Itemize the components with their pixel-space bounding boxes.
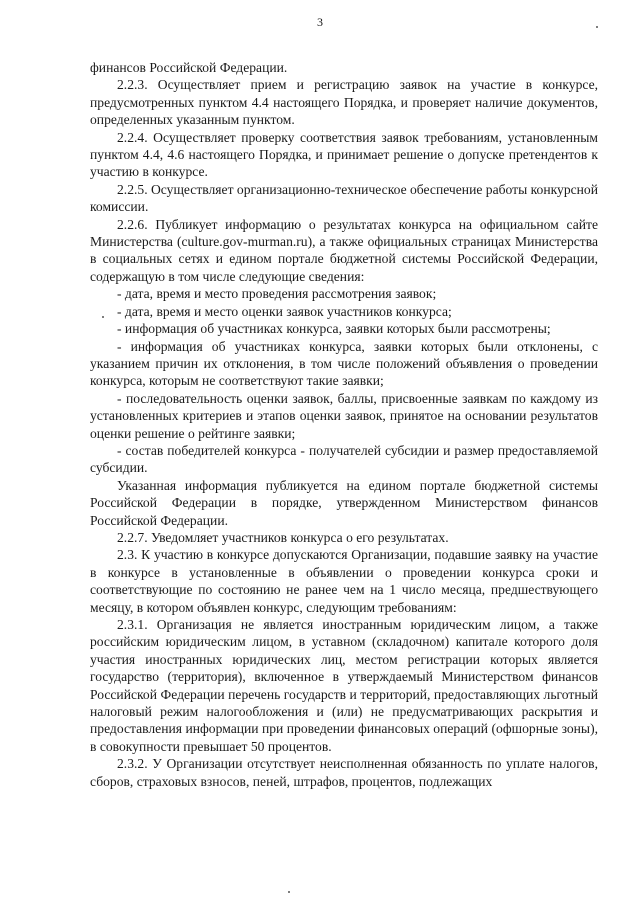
paragraph-2-3-1: 2.3.1. Организация не является иностранным юридическим лицом, а также российским юридическим лицом, в уставном (складочном) капитале которого доля участия иностранных юридических лиц, местом регистрации которых является государство (территория), включенное в утверждаемый Министерством финансов Российской Федерации перечень государств и территорий, предоставляющих льготный налоговый режим налогообложения и (или) не предусматривающих раскрытия и предоставления информации при проведении финансовых операций (офшорные зоны), в совокупности превышает 50 процентов. — [90, 617, 598, 754]
scan-speck — [102, 316, 104, 318]
list-item-rejected-participants: - информация об участниках конкурса, заявки которых были отклонены, с указанием причин их отклонения, в том числе положений объявления о проведении конкурса, которым не соответствуют такие заявки; — [90, 338, 598, 389]
list-item-evaluation-date: - дата, время и место оценки заявок участников конкурса; — [117, 303, 452, 319]
scan-speck — [596, 26, 598, 28]
paragraph-continuation: финансов Российской Федерации. — [90, 60, 288, 75]
paragraph-2-3: 2.3. К участию в конкурсе допускаются Организации, подавшие заявку на участие в конкурсе в установленные в объявлении о проведении конкурса сроки и соответствующие по состоянию не ранее чем на 1 число месяца, предшествующего месяцу, в котором объявлен конкурс, следующим требованиям: — [90, 547, 598, 615]
paragraph-2-2-6: 2.2.6. Публикует информацию о результатах конкурса на официальном сайте Министерства (culture.gov-murman.ru), а также официальных страницах Министерства в социальных сетях и едином портале бюджетной системы Российской Федерации, содержащую в том числе следующие сведения: — [90, 216, 598, 284]
paragraph-2-2-4: 2.2.4. Осуществляет проверку соответствия заявок требованиям, установленным пунктом 4.4, 4.6 настоящего Порядка, и принимает решение о допуске претендентов к участию в конкурсе. — [90, 129, 598, 180]
list-item-review-date: - дата, время и место проведения рассмотрения заявок; — [117, 286, 437, 302]
document-body — [90, 59, 598, 790]
page-number: 3 — [317, 15, 323, 29]
paragraph-2-2-3: 2.2.3. Осуществляет прием и регистрацию заявок на участие в конкурсе, предусмотренных пунктом 4.4 настоящего Порядка, и проверяет наличие документов, определенных указанным пунктом. — [90, 77, 598, 128]
paragraph-publication-note: Указанная информация публикуется на едином портале бюджетной системы Российской Федерации в порядке, утвержденном Министерством финансов Российской Федерации. — [90, 477, 598, 528]
paragraph-2-2-7: 2.2.7. Уведомляет участников конкурса о его результатах. — [117, 529, 449, 545]
paragraph-2-3-2: 2.3.2. У Организации отсутствует неисполненная обязанность по уплате налогов, сборов, страховых взносов, пеней, штрафов, процентов, подлежащих — [90, 756, 598, 789]
scan-speck — [288, 891, 290, 893]
list-item-reviewed-participants: - информация об участниках конкурса, заявки которых были рассмотрены; — [117, 321, 551, 337]
paragraph-2-2-5: 2.2.5. Осуществляет организационно-техническое обеспечение работы конкурсной комиссии. — [90, 181, 598, 215]
list-item-evaluation-sequence: - последовательность оценки заявок, баллы, присвоенные заявкам по каждому из установленных критериев и этапов оценки заявок, принятое на основании результатов оценки решение о рейтинге заявки; — [90, 390, 598, 441]
list-item-winners: - состав победителей конкурса - получателей субсидии и размер предоставляемой субсидии. — [90, 442, 598, 476]
